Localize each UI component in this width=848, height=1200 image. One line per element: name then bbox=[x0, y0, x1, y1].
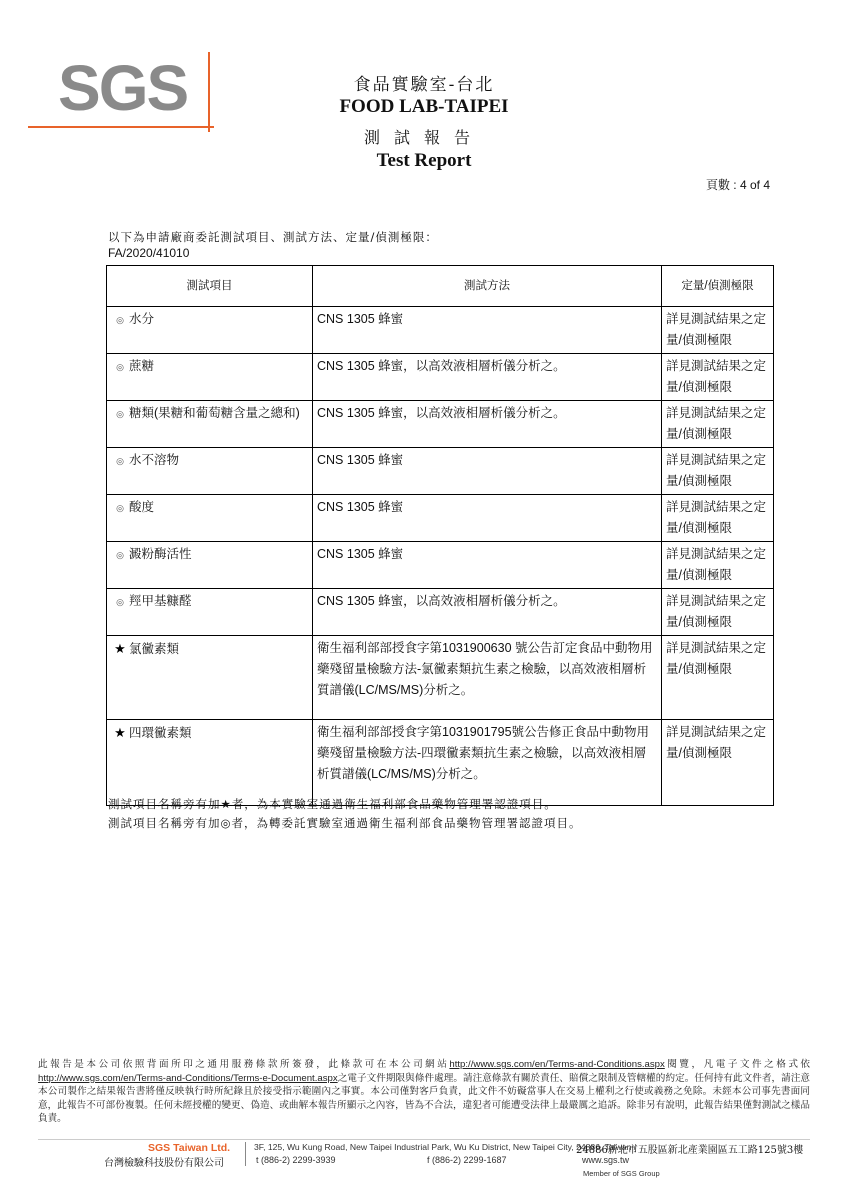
address-en: 3F, 125, Wu Kung Road, New Taipei Industrial Park, Wu Ku District, New Taipei City, 24886, Taiwan / bbox=[254, 1142, 637, 1152]
item-name: 氯黴素類 bbox=[129, 642, 180, 656]
disclaimer-part-2: 閱覽，凡電子文件之格式依 bbox=[664, 1059, 811, 1070]
table-row bbox=[107, 448, 774, 495]
limit-cell: 詳見測試結果之定量/偵測極限 bbox=[662, 636, 774, 720]
item-name: 水不溶物 bbox=[129, 453, 180, 467]
intro-text: 以下為申請廠商委託測試項目、測試方法、定量/偵測極限： bbox=[108, 230, 438, 244]
footer-separator bbox=[245, 1142, 246, 1166]
page-number: 頁數 : 4 of 4 bbox=[705, 178, 770, 192]
website[interactable]: www.sgs.tw bbox=[582, 1155, 630, 1165]
relay-lab-mark: ◎ bbox=[116, 503, 124, 513]
limit-cell: 詳見測試結果之定量/偵測極限 bbox=[662, 401, 774, 448]
report-title-cn: 測試報告 bbox=[363, 128, 484, 147]
test-items-table bbox=[106, 265, 774, 806]
header-test-method: 測試方法 bbox=[313, 266, 662, 307]
item-cell bbox=[107, 495, 313, 542]
item-cell bbox=[107, 448, 313, 495]
method-cell: CNS 1305 蜂蜜 bbox=[313, 448, 662, 495]
report-title-en: Test Report bbox=[376, 150, 472, 171]
item-cell bbox=[107, 636, 313, 720]
method-cell: CNS 1305 蜂蜜，以高效液相層析儀分析之。 bbox=[313, 354, 662, 401]
method-cell: CNS 1305 蜂蜜，以高效液相層析儀分析之。 bbox=[313, 589, 662, 636]
sgs-logo-text: SGS bbox=[58, 52, 188, 124]
e-document-terms-link[interactable]: http://www.sgs.com/en/Terms-and-Conditions/Terms-e-Document.aspx bbox=[38, 1072, 338, 1084]
relay-lab-mark: ◎ bbox=[116, 597, 124, 607]
relay-lab-mark: ◎ bbox=[116, 550, 124, 560]
member-of-sgs-group: Member of SGS Group bbox=[583, 1169, 660, 1178]
method-cell: 衛生福利部部授食字第1031901795號公告修正食品中動物用藥殘留量檢驗方法-四環黴素類抗生素之檢驗，以高效液相層析質譜儀(LC/MS/MS)分析之。 bbox=[313, 720, 662, 806]
accredited-mark: ★ bbox=[114, 641, 126, 656]
limit-cell: 詳見測試結果之定量/偵測極限 bbox=[662, 495, 774, 542]
method-cell: CNS 1305 蜂蜜 bbox=[313, 542, 662, 589]
lab-name-en: FOOD LAB-TAIPEI bbox=[339, 96, 509, 117]
item-name: 蔗糖 bbox=[129, 359, 155, 373]
address-cn: 24886新北市五股區新北產業園區五工路125號3樓 bbox=[576, 1145, 804, 1156]
disclaimer-part-1: 此報告是本公司依照背面所印之通用服務條款所簽發，此條款可在本公司網站 bbox=[38, 1059, 450, 1070]
company-name-en: SGS Taiwan Ltd. bbox=[148, 1142, 231, 1154]
telephone: t (886-2) 2299-3939 bbox=[256, 1155, 336, 1165]
item-cell bbox=[107, 720, 313, 806]
report-number: FA/2020/41010 bbox=[108, 246, 190, 260]
method-cell: 衛生福利部部授食字第1031900630 號公告訂定食品中動物用藥殘留量檢驗方法-氯黴素類抗生素之檢驗，以高效液相層析質譜儀(LC/MS/MS)分析之。 bbox=[313, 636, 662, 720]
header-limit: 定量/偵測極限 bbox=[662, 266, 774, 307]
lab-name-cn: 食品實驗室-台北 bbox=[353, 75, 495, 95]
table-row bbox=[107, 636, 774, 720]
method-cell: CNS 1305 蜂蜜 bbox=[313, 495, 662, 542]
method-cell: CNS 1305 蜂蜜，以高效液相層析儀分析之。 bbox=[313, 401, 662, 448]
relay-lab-mark: ◎ bbox=[116, 409, 124, 419]
item-name: 四環黴素類 bbox=[129, 726, 192, 740]
item-cell bbox=[107, 542, 313, 589]
item-cell bbox=[107, 589, 313, 636]
disclaimer bbox=[38, 1058, 810, 1126]
table-row bbox=[107, 307, 774, 354]
footer-divider bbox=[38, 1139, 810, 1140]
item-name: 羥甲基糠醛 bbox=[129, 594, 192, 608]
company-name-cn: 台灣檢驗科技股份有限公司 bbox=[104, 1158, 224, 1169]
limit-cell: 詳見測試結果之定量/偵測極限 bbox=[662, 307, 774, 354]
relay-lab-mark: ◎ bbox=[116, 315, 124, 325]
terms-link[interactable]: http://www.sgs.com/en/Terms-and-Conditions.aspx bbox=[449, 1059, 665, 1070]
limit-cell: 詳見測試結果之定量/偵測極限 bbox=[662, 589, 774, 636]
item-name: 水分 bbox=[129, 312, 155, 326]
limit-cell: 詳見測試結果之定量/偵測極限 bbox=[662, 720, 774, 806]
limit-cell: 詳見測試結果之定量/偵測極限 bbox=[662, 448, 774, 495]
item-cell bbox=[107, 307, 313, 354]
limit-cell: 詳見測試結果之定量/偵測極限 bbox=[662, 542, 774, 589]
relay-lab-mark: ◎ bbox=[116, 456, 124, 466]
limit-cell: 詳見測試結果之定量/偵測極限 bbox=[662, 354, 774, 401]
fax: f (886-2) 2299-1687 bbox=[427, 1155, 507, 1165]
item-name: 酸度 bbox=[129, 500, 155, 514]
item-name: 糖類(果糖和葡萄糖含量之總和) bbox=[129, 406, 300, 420]
table-row bbox=[107, 720, 774, 806]
method-cell: CNS 1305 蜂蜜 bbox=[313, 307, 662, 354]
table-header-row bbox=[107, 266, 774, 307]
item-name: 澱粉酶活性 bbox=[129, 547, 192, 561]
table-row bbox=[107, 589, 774, 636]
item-cell bbox=[107, 354, 313, 401]
note-relay-lab: 測試項目名稱旁有加◎者，為轉委託實驗室通過衛生福利部食品藥物管理署認證項目。 bbox=[108, 816, 582, 830]
disclaimer-part-3: 之電子文件期限與條件處理。請注意條款有關於責任、賠償之限制及管轄權的約定。任何持有此文件者，請注意本公司製作之結果報告書將僅反映執行時所紀錄且於接受指示範圍內之事實。本公司僅對客戶負責，此文件不妨礙當事人在交易上權利之行使或義務之免除。未經本公司事先書面同意，此報告不可部份複製。任何未經授權的變更、偽造、或曲解本報告所顯示之內容，皆為不合法，違犯者可能遭受法律上最嚴厲之追訴。除非另有說明，此報告結果僅對測試之樣品負責。 bbox=[38, 1072, 810, 1124]
table-row bbox=[107, 401, 774, 448]
note-accredited: 測試項目名稱旁有加★者，為本實驗室通過衛生福利部食品藥物管理署認證項目。 bbox=[108, 797, 557, 811]
table-row bbox=[107, 495, 774, 542]
table-row bbox=[107, 542, 774, 589]
relay-lab-mark: ◎ bbox=[116, 362, 124, 372]
accredited-mark: ★ bbox=[114, 725, 126, 740]
table-row bbox=[107, 354, 774, 401]
item-cell bbox=[107, 401, 313, 448]
header-test-item: 測試項目 bbox=[107, 266, 313, 307]
